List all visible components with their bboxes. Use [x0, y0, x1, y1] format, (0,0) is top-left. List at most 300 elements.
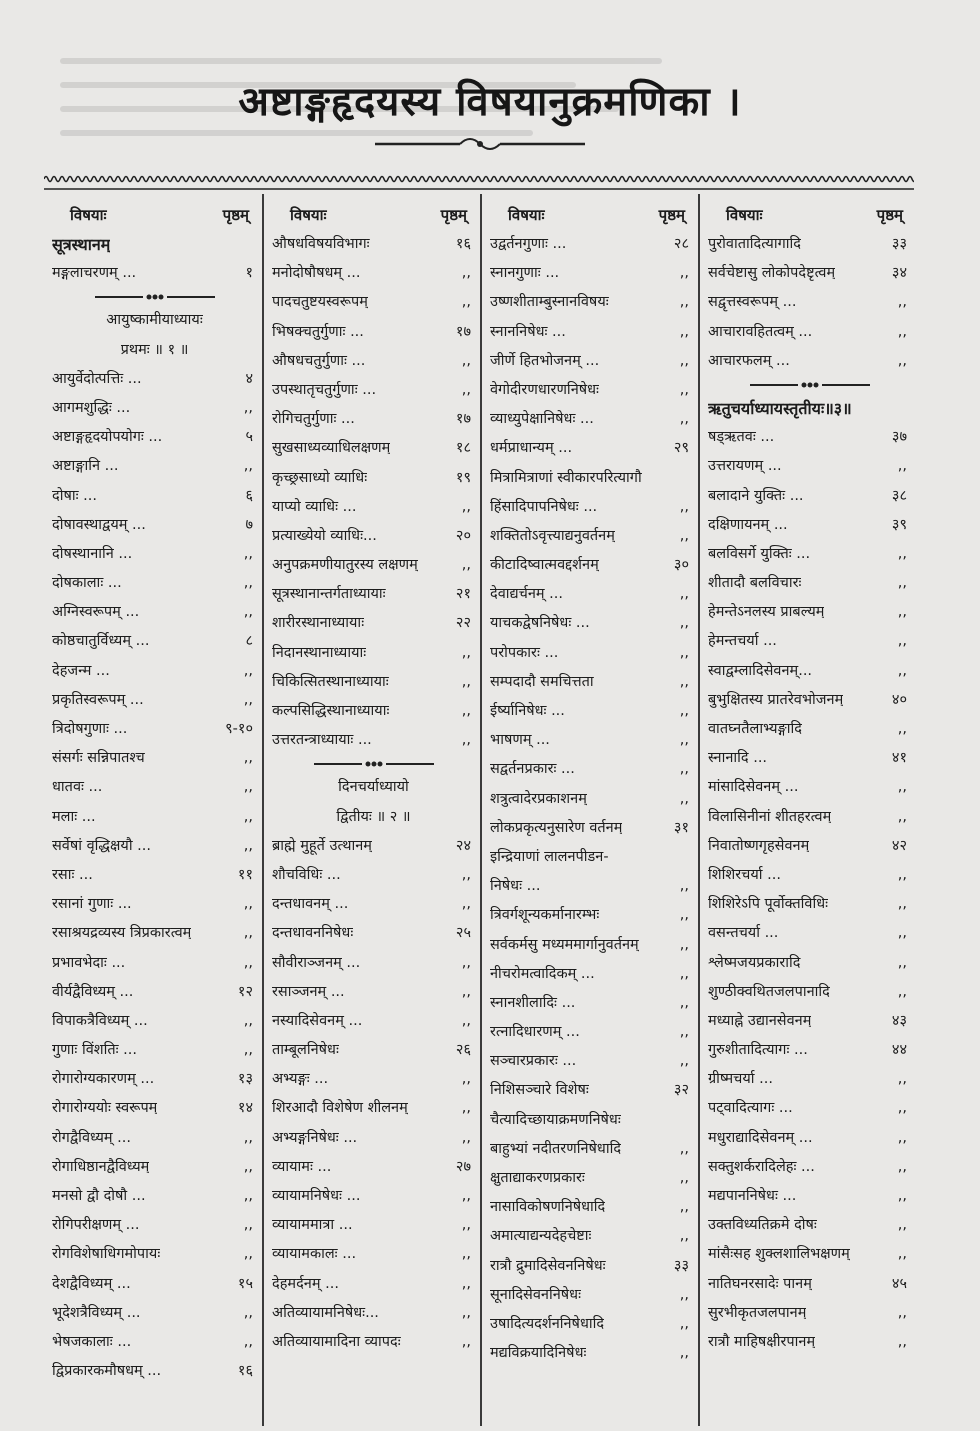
- entry-title: बलविसर्गे युक्तिः ...: [708, 545, 811, 562]
- entry-title: अग्निस्वरूपम् ...: [52, 604, 140, 621]
- entry-page: ,,: [897, 294, 907, 311]
- index-entry: [272, 376, 475, 405]
- entry-page: ३४: [891, 265, 907, 282]
- entry-page: ४४: [891, 1042, 907, 1059]
- entry-page: ,,: [897, 604, 907, 621]
- index-entry: [490, 580, 693, 609]
- entry-title: याचकद्वेषनिषेधः ...: [490, 615, 590, 632]
- entry-title: मङ्गलाचरणम् ...: [52, 265, 137, 282]
- entry-title: पुरोवातादित्यागादि: [708, 236, 801, 252]
- index-entry: [490, 493, 693, 522]
- index-column-3: [480, 194, 698, 1426]
- index-entry: [52, 832, 257, 861]
- index-entry: [708, 598, 911, 627]
- index-entry: [52, 394, 257, 423]
- entry-title: गुणाः विंशतिः ...: [52, 1042, 138, 1059]
- index-entry: [490, 668, 693, 697]
- entry-title: रत्नादिधारणम् ...: [490, 1024, 580, 1041]
- index-entry: [708, 890, 911, 919]
- entry-title: सञ्चारप्रकारः ...: [490, 1053, 577, 1070]
- entry-title: मलाः ...: [52, 808, 96, 825]
- entry-title: आयुर्वेदोत्पत्तिः ...: [52, 370, 142, 387]
- entry-page: ,,: [461, 732, 471, 749]
- index-entry: [272, 668, 475, 697]
- entry-page: ,,: [243, 399, 253, 416]
- entry-title: देशद्वैविध्यम् ...: [52, 1275, 131, 1292]
- index-entry: [490, 872, 693, 901]
- entry-page: १७: [455, 323, 471, 340]
- index-entry: [272, 697, 475, 726]
- index-entry: [52, 1328, 257, 1357]
- entry-title: दन्तधावननिषेधः: [272, 925, 354, 942]
- entry-title: षड्ऋतवः ...: [708, 429, 775, 446]
- entry-page: ४१: [891, 750, 907, 767]
- entry-page: ,,: [679, 732, 689, 749]
- subject-header: विषयाः: [70, 206, 107, 224]
- entry-title: रसाञ्जनम् ...: [272, 983, 345, 1000]
- entry-title: वसन्तचर्या ...: [708, 925, 779, 942]
- index-entry: [52, 1007, 257, 1036]
- entry-page: ८: [245, 633, 253, 650]
- index-entry: [490, 843, 693, 872]
- entry-title: शौचविधिः ...: [272, 866, 341, 883]
- entry-title: जीर्णे हितभोजनम् ...: [490, 352, 600, 369]
- page-title: अष्टाङ्गहृदयस्य विषयानुक्रमणिका ।: [238, 79, 742, 125]
- entry-page: २१: [455, 586, 471, 603]
- index-entry: [52, 949, 257, 978]
- index-entry: [490, 464, 693, 493]
- entry-page: ,,: [243, 1188, 253, 1204]
- index-entry: [708, 1270, 911, 1299]
- entry-title: उक्तविध्यतिक्रमे दोषः: [708, 1217, 817, 1234]
- entry-page: ,,: [679, 965, 689, 982]
- entry-page: ३२: [673, 1082, 689, 1099]
- entry-page: ,,: [243, 575, 253, 592]
- entry-page: ,,: [243, 545, 253, 562]
- entry-page: ,,: [461, 265, 471, 282]
- entry-title: उत्तरायणम् ...: [708, 458, 782, 475]
- entry-page: ३९: [891, 516, 907, 533]
- entry-page: ,,: [679, 498, 689, 515]
- entry-title: बलादाने युक्तिः ...: [708, 487, 804, 504]
- entry-title: प्रकृतिस्वरूपम् ...: [52, 691, 144, 708]
- entry-title: देहमर्दनम् ...: [272, 1275, 339, 1292]
- entry-title: दोषस्थानानि ...: [52, 545, 133, 562]
- entry-page: ,,: [461, 703, 471, 719]
- entry-page: ,,: [679, 1228, 689, 1245]
- index-entry: [708, 744, 911, 773]
- entry-page: ,,: [897, 983, 907, 1000]
- entry-title: व्यायामः ...: [272, 1158, 332, 1175]
- index-entry: [490, 814, 693, 843]
- entry-page: ,,: [243, 954, 253, 971]
- index-entry: [708, 423, 911, 452]
- index-column-4: [698, 194, 916, 1426]
- entry-page: ,,: [679, 352, 689, 369]
- page-header: पृष्ठम्: [658, 206, 685, 224]
- index-entry: [272, 832, 475, 861]
- entry-title: रात्रौ द्रुमादिसेवननिषेधः: [490, 1257, 606, 1274]
- index-entry: [272, 493, 475, 522]
- index-entry: [272, 434, 475, 463]
- entry-page: ३३: [673, 1257, 689, 1274]
- entry-page: ,,: [243, 896, 253, 913]
- index-entry: [272, 1270, 475, 1299]
- entry-page: ,,: [679, 615, 689, 632]
- entry-title: भूदेशत्रैविध्यम् ...: [52, 1304, 141, 1321]
- index-entry: [52, 978, 257, 1007]
- entry-page: २७: [455, 1158, 471, 1175]
- index-entry: [272, 1328, 475, 1357]
- entry-page: ,,: [243, 1304, 253, 1321]
- entry-page: ,,: [243, 779, 253, 796]
- index-entry: [52, 569, 257, 598]
- entry-title: चैत्यादिच्छायाक्रमणनिषेधः: [490, 1111, 621, 1128]
- entry-title: अभ्यङ्गः ...: [272, 1071, 329, 1088]
- entry-title: कोष्ठचातुर्विध्यम् ...: [52, 633, 150, 650]
- index-entry: [490, 376, 693, 405]
- entry-title: नीचरोमत्वादिकम् ...: [490, 965, 595, 982]
- entry-title: निवातोष्णगृहसेवनम्: [708, 837, 810, 854]
- entry-page: ,,: [679, 644, 689, 661]
- index-entry: [708, 1182, 911, 1211]
- entry-title: नासाविकोषणनिषेधादि: [490, 1199, 606, 1216]
- entry-title: रोगिपरीक्षणम् ...: [52, 1217, 140, 1234]
- index-entry: [490, 259, 693, 288]
- entry-page: ,,: [461, 352, 471, 369]
- entry-title: सक्तुशर्करादिलेहः ...: [708, 1158, 815, 1175]
- section-heading: [272, 803, 475, 832]
- entry-page: २५: [455, 925, 471, 942]
- entry-title: ईर्ष्यानिषेधः ...: [490, 703, 565, 719]
- index-entry: [708, 715, 911, 744]
- index-entry: [490, 1281, 693, 1310]
- entry-title: सुखसाध्यव्याधिलक्षणम्: [272, 440, 391, 457]
- entry-page: ,,: [897, 1071, 907, 1088]
- entry-title: उद्वर्तनगुणाः ...: [490, 236, 567, 252]
- section-divider: [708, 376, 911, 394]
- entry-page: ,,: [897, 323, 907, 340]
- index-entry: [708, 627, 911, 656]
- index-entry: [490, 1339, 693, 1368]
- index-entry: [52, 259, 257, 288]
- index-entry: [272, 639, 475, 668]
- entry-title: शिशिरचर्या ...: [708, 866, 781, 883]
- index-entry: [708, 569, 911, 598]
- entry-title: सूत्रस्थानान्तर्गताध्यायाः: [272, 586, 386, 603]
- entry-title: सद्वृत्तस्वरूपम् ...: [708, 294, 797, 311]
- entry-page: ,,: [897, 1304, 907, 1321]
- entry-page: ४२: [891, 837, 907, 854]
- entry-page: ,,: [243, 1129, 253, 1146]
- entry-title: द्विप्रकारकमौषधम् ...: [52, 1363, 162, 1380]
- entry-page: ,,: [897, 1246, 907, 1263]
- entry-title: प्रत्याख्येयो व्याधिः...: [272, 527, 377, 544]
- entry-page: ११: [237, 866, 253, 883]
- entry-title: रोगाधिष्ठानद्वैविध्यम्: [52, 1158, 150, 1175]
- index-entry: [708, 1094, 911, 1123]
- index-entry: [272, 318, 475, 347]
- entry-title: शत्रुत्वादेरप्रकाशनम्: [490, 790, 587, 807]
- index-entry: [272, 1153, 475, 1182]
- index-entry: [708, 978, 911, 1007]
- index-column-2: [262, 194, 480, 1426]
- entry-title: अमात्याद्यन्यदेहचेष्टाः: [490, 1228, 592, 1245]
- entry-page: ,,: [461, 1100, 471, 1117]
- entry-page: ,,: [679, 703, 689, 719]
- column-header: [708, 200, 911, 230]
- index-entry: [52, 482, 257, 511]
- entry-title: उपस्थातृचतुर्गुणाः ...: [272, 381, 377, 398]
- entry-page: ,,: [461, 1129, 471, 1146]
- entry-title: अभ्यङ्गनिषेधः ...: [272, 1129, 358, 1146]
- entry-title: मध्याह्ने उद्यानसेवनम्: [708, 1012, 812, 1029]
- entry-page: ,,: [679, 323, 689, 340]
- index-entry: [708, 482, 911, 511]
- entry-page: ३७: [891, 429, 907, 446]
- entry-page: ५: [245, 429, 253, 446]
- index-entry: [708, 1036, 911, 1065]
- entry-page: ,,: [897, 896, 907, 913]
- entry-page: ,,: [243, 925, 253, 942]
- index-entry: [272, 726, 475, 755]
- index-entry: [490, 1135, 693, 1164]
- entry-title: रोगद्वैविध्यम् ...: [52, 1129, 131, 1146]
- entry-page: ,,: [897, 1217, 907, 1234]
- entry-title: ताम्बूलनिषेधः: [272, 1042, 339, 1059]
- entry-title: दोषाः ...: [52, 487, 97, 504]
- entry-page: २२: [455, 615, 471, 632]
- index-entry: [708, 919, 911, 948]
- index-entry: [52, 1182, 257, 1211]
- entry-title: स्नानगुणाः ...: [490, 265, 560, 282]
- index-entry: [52, 744, 257, 773]
- entry-page: ,,: [461, 644, 471, 661]
- entry-title: व्याध्युपेक्षानिषेधः ...: [490, 411, 594, 428]
- index-entry: [52, 1211, 257, 1240]
- entry-title: ब्राह्मे मुहूर्ते उत्थानम्: [272, 837, 372, 854]
- entry-title: शक्तितोऽवृत्त्याद्यनुवर्तनम्: [490, 527, 615, 544]
- index-entry: [52, 627, 257, 656]
- entry-title: विपाकत्रैविध्यम् ...: [52, 1012, 148, 1029]
- entry-page: ,,: [679, 265, 689, 282]
- entry-page: ,,: [897, 808, 907, 825]
- entry-title: औषधविषयविभागः: [272, 236, 370, 252]
- entry-title: याप्यो व्याधिः ...: [272, 498, 357, 515]
- entry-page: ,,: [897, 1129, 907, 1146]
- entry-page: ,,: [461, 381, 471, 398]
- entry-title: वातघ्नतैलाभ्यङ्गादि: [708, 721, 802, 737]
- entry-page: २६: [455, 1042, 471, 1059]
- column-header: [490, 200, 693, 230]
- index-entry: [490, 726, 693, 755]
- title-ornament: [375, 132, 585, 156]
- entry-title: सुरभीकृतजलपानम्: [708, 1304, 807, 1321]
- entry-page: ,,: [461, 1188, 471, 1204]
- index-entry: [490, 1252, 693, 1281]
- entry-title: ऋतुचर्याध्यायस्तृतीयः॥३॥: [708, 398, 852, 418]
- index-entry: [490, 318, 693, 347]
- index-entry: [272, 949, 475, 978]
- index-entry: [490, 609, 693, 638]
- entry-title: उत्तरतन्त्राध्यायाः ...: [272, 732, 372, 749]
- entry-page: ,,: [679, 1024, 689, 1041]
- entry-page: १९: [455, 469, 471, 486]
- entry-title: दन्तधावनम् ...: [272, 896, 349, 913]
- entry-page: ,,: [461, 1246, 471, 1263]
- entry-page: ,,: [679, 1315, 689, 1332]
- entry-page: ,,: [679, 294, 689, 311]
- index-entry: [52, 511, 257, 540]
- entry-page: ,,: [679, 1199, 689, 1216]
- index-entry: [272, 1065, 475, 1094]
- entry-page: ,,: [243, 604, 253, 621]
- entry-page: ४: [245, 370, 253, 387]
- entry-title: चिकित्सितस्थानाध्यायाः: [272, 673, 389, 690]
- entry-page: २०: [455, 527, 471, 544]
- entry-page: १: [245, 265, 253, 282]
- index-entry: [708, 1065, 911, 1094]
- index-entry: [272, 405, 475, 434]
- entry-title: सूत्रस्थानम्: [52, 235, 111, 254]
- index-entry: [490, 901, 693, 930]
- index-entry: [490, 931, 693, 960]
- entry-title: द्वितीयः ॥ २ ॥: [336, 808, 411, 825]
- index-entry: [52, 919, 257, 948]
- entry-page: ९-१०: [225, 721, 253, 737]
- entry-page: ४०: [891, 691, 907, 708]
- entry-page: [665, 1106, 693, 1135]
- section-divider: [52, 288, 257, 306]
- page-header: पृष्ठम्: [222, 206, 249, 224]
- index-entry: [708, 773, 911, 802]
- index-entry: [272, 230, 475, 259]
- index-entry: [490, 1018, 693, 1047]
- entry-title: मनसो द्वौ दोषौ ...: [52, 1188, 146, 1204]
- page-header: पृष्ठम्: [440, 206, 467, 224]
- entry-title: मद्यविक्रयादिनिषेधः: [490, 1345, 587, 1362]
- index-entry: [708, 1299, 911, 1328]
- entry-page: ,,: [897, 633, 907, 650]
- entry-title: व्यायामकालः ...: [272, 1246, 357, 1263]
- index-entry: [708, 230, 911, 259]
- entry-page: ,,: [461, 866, 471, 883]
- section-heading: [52, 230, 257, 259]
- index-entry: [490, 989, 693, 1018]
- entry-page: ,,: [679, 1286, 689, 1303]
- entry-title: अष्टाङ्गानि ...: [52, 458, 119, 475]
- entry-title: पट्वादित्यागः ...: [708, 1100, 793, 1117]
- entry-title: भेषजकालाः ...: [52, 1333, 132, 1350]
- index-entry: [52, 540, 257, 569]
- index-entry: [52, 1094, 257, 1123]
- entry-page: ,,: [679, 1140, 689, 1157]
- entry-title: निषेधः ...: [490, 878, 541, 895]
- entry-page: [883, 394, 911, 423]
- index-entry: [708, 540, 911, 569]
- entry-page: ,,: [461, 1275, 471, 1292]
- index-entry: [272, 1124, 475, 1153]
- index-entry: [52, 686, 257, 715]
- entry-title: नस्यादिसेवनम् ...: [272, 1012, 363, 1029]
- index-entry: [52, 423, 257, 452]
- entry-page: ,,: [897, 458, 907, 475]
- index-entry: [490, 347, 693, 376]
- entry-page: २८: [673, 236, 689, 252]
- entry-title: कल्पसिद्धिस्थानाध्यायाः: [272, 703, 390, 719]
- entry-title: कृच्छ्रसाध्यो व्याधिः: [272, 469, 368, 486]
- section-heading: [52, 306, 257, 335]
- entry-title: शारीरस्थानाध्यायाः: [272, 615, 365, 632]
- entry-title: शुण्ठीक्वथितजलपानादि: [708, 983, 830, 1000]
- index-entry: [708, 452, 911, 481]
- entry-page: [665, 464, 693, 493]
- entry-page: ३३: [891, 236, 907, 252]
- index-entry: [490, 434, 693, 463]
- entry-page: १५: [237, 1275, 253, 1292]
- index-entry: [490, 405, 693, 434]
- entry-page: ,,: [897, 1158, 907, 1175]
- entry-page: १२: [237, 983, 253, 1000]
- index-entry: [490, 697, 693, 726]
- entry-page: ,,: [243, 1333, 253, 1350]
- entry-page: ,,: [679, 1345, 689, 1362]
- entry-title: बुभुक्षितस्य प्रातरेवभोजनम्: [708, 691, 844, 708]
- entry-page: ,,: [461, 673, 471, 690]
- index-entry: [272, 861, 475, 890]
- entry-page: ,,: [897, 545, 907, 562]
- index-entry: [708, 949, 911, 978]
- index-entry: [708, 347, 911, 376]
- entry-page: १६: [237, 1363, 253, 1380]
- index-entry: [52, 773, 257, 802]
- entry-title: ग्रीष्मचर्या ...: [708, 1071, 773, 1088]
- subject-header: विषयाः: [290, 206, 327, 224]
- entry-page: ,,: [243, 808, 253, 825]
- entry-title: देवाद्यर्चनम् ...: [490, 586, 564, 603]
- entry-title: उषादित्यदर्शननिषेधादि: [490, 1315, 605, 1332]
- index-entry: [708, 511, 911, 540]
- entry-page: ,,: [461, 498, 471, 515]
- index-entry: [272, 288, 475, 317]
- entry-page: ,,: [897, 352, 907, 369]
- entry-title: रसानां गुणाः ...: [52, 896, 132, 913]
- index-entry: [272, 890, 475, 919]
- entry-title: आयुष्कामीयाध्यायः: [106, 312, 203, 329]
- entry-title: स्नानशीलादिः ...: [490, 994, 576, 1011]
- entry-title: उष्णशीताम्बुस्नानविषयः: [490, 294, 609, 311]
- index-entry: [272, 347, 475, 376]
- entry-title: सर्वेषां वृद्धिक्षयौ ...: [52, 837, 152, 854]
- entry-page: ,,: [897, 1100, 907, 1117]
- entry-title: स्नानादि ...: [708, 750, 768, 767]
- index-entry: [708, 1124, 911, 1153]
- index-entry: [490, 288, 693, 317]
- entry-title: वीर्यद्वैविध्यम् ...: [52, 983, 134, 1000]
- entry-page: ,,: [679, 381, 689, 398]
- column-header: [52, 200, 257, 230]
- entry-page: ,,: [897, 779, 907, 796]
- entry-page: ३८: [891, 487, 907, 504]
- entry-title: शिरआदौ विशेषेण शीलनम्: [272, 1100, 408, 1117]
- index-entry: [490, 755, 693, 784]
- entry-title: आगमशुद्धिः ...: [52, 399, 131, 416]
- index-entry: [708, 686, 911, 715]
- entry-title: रोगविशेषाधिगमोपायः: [52, 1246, 161, 1263]
- index-entry: [52, 1153, 257, 1182]
- index-entry: [708, 1211, 911, 1240]
- index-entry: [52, 861, 257, 890]
